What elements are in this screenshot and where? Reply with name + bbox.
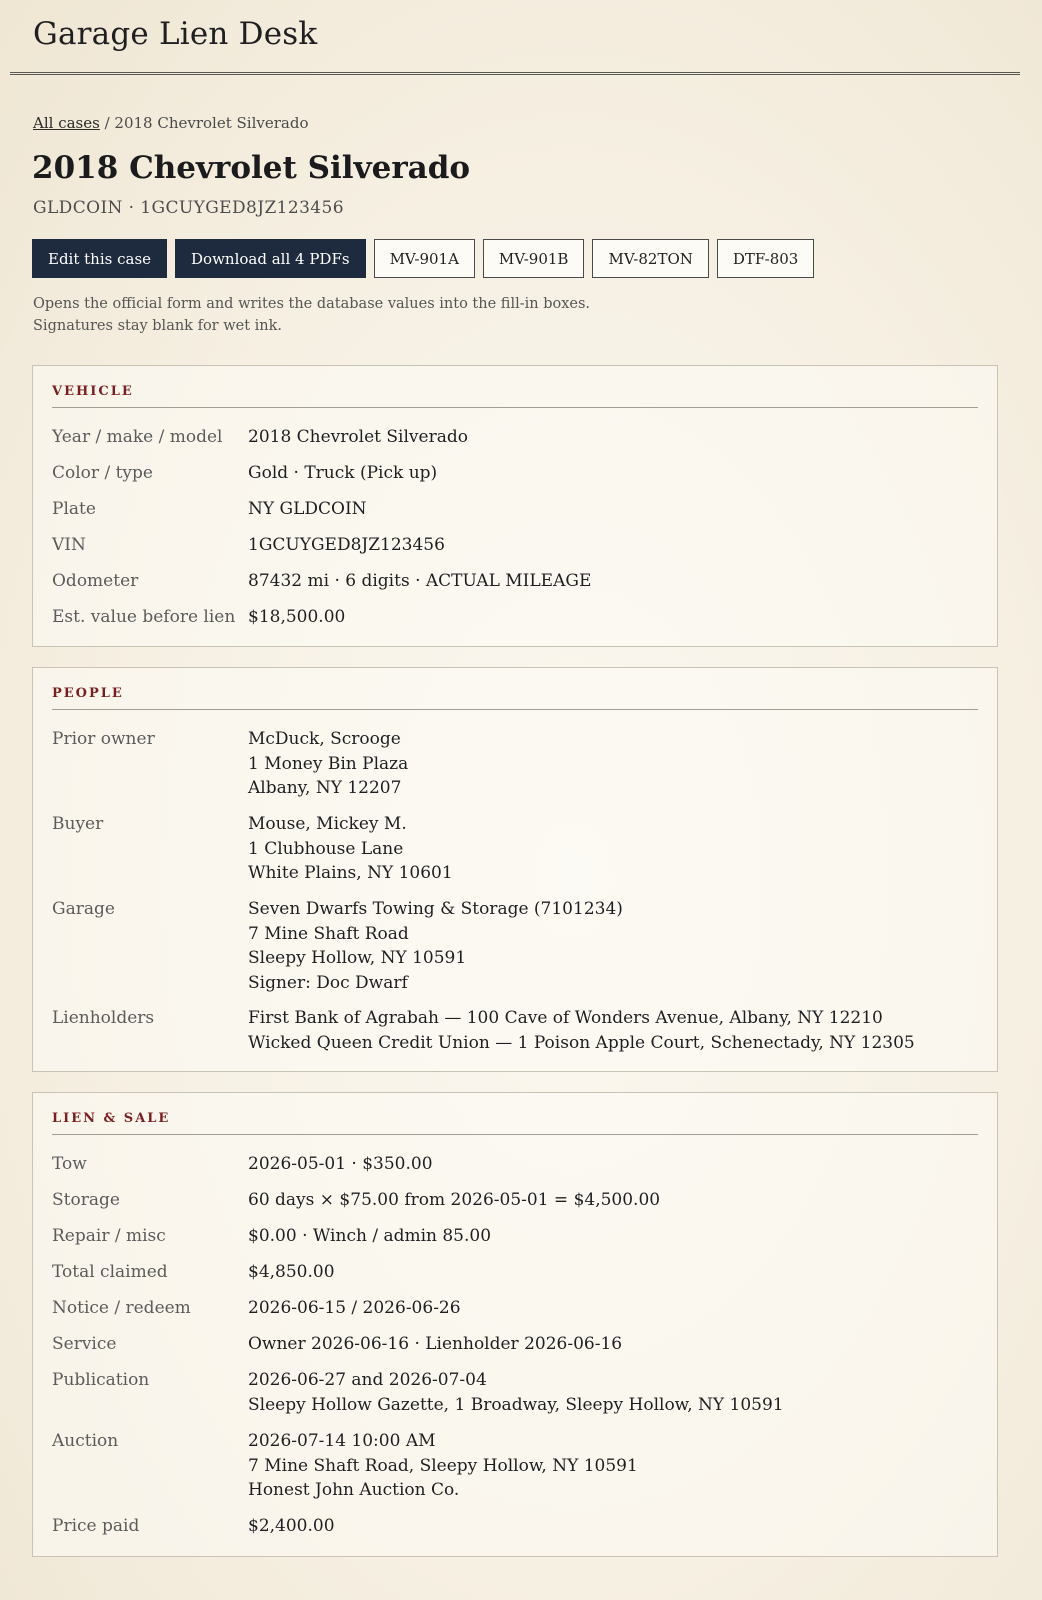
row-value xyxy=(248,1224,491,1249)
value-line: Honest John Auction Co. xyxy=(248,1480,460,1500)
value-line: First Bank of Agrabah — 100 Cave of Wonders Avenue, Albany, NY 12210 xyxy=(248,1008,883,1028)
breadcrumb xyxy=(33,114,308,132)
row-label: Color / type xyxy=(52,463,153,483)
value-line: 60 days × $75.00 from 2026-05-01 = $4,500.00 xyxy=(248,1190,661,1210)
value-line: $0.00 · Winch / admin 85.00 xyxy=(248,1226,492,1246)
row-value xyxy=(248,1152,433,1177)
app-header xyxy=(10,0,1020,75)
value-line: White Plains, NY 10601 xyxy=(248,863,453,883)
form-mv-82ton-button[interactable]: MV-82TON xyxy=(592,239,708,278)
row-label: Tow xyxy=(52,1154,87,1174)
value-line: Wicked Queen Credit Union — 1 Poison Apple Court, Schenectady, NY 12305 xyxy=(248,1032,915,1053)
row-value xyxy=(248,1006,915,1055)
row-value xyxy=(248,497,367,522)
row-label: Lienholders xyxy=(52,1008,155,1028)
value-line: 2018 Chevrolet Silverado xyxy=(248,427,468,447)
download-all-pdfs-button[interactable]: Download all 4 PDFs xyxy=(175,239,366,278)
form-mv-901b-button[interactable]: MV-901B xyxy=(483,239,585,278)
value-line: 7 Mine Shaft Road xyxy=(248,923,409,944)
form-dtf-803-button[interactable]: DTF-803 xyxy=(717,239,814,278)
value-line: Sleepy Hollow Gazette, 1 Broadway, Sleepy Hollow, NY 10591 xyxy=(248,1394,784,1415)
page-title: 2018 Chevrolet Silverado xyxy=(32,150,471,186)
value-line: $2,400.00 xyxy=(248,1516,335,1536)
row-label: Notice / redeem xyxy=(52,1298,191,1318)
row-label: Plate xyxy=(52,499,96,519)
row-label: Total claimed xyxy=(52,1262,168,1282)
row-value xyxy=(248,1332,622,1357)
case-subtitle: GLDCOIN · 1GCUYGED8JZ123456 xyxy=(33,198,344,218)
value-line: 1 Clubhouse Lane xyxy=(248,838,404,859)
row-value xyxy=(248,605,345,630)
row-value xyxy=(248,1429,638,1503)
value-line: $18,500.00 xyxy=(248,607,346,627)
value-line: Albany, NY 12207 xyxy=(248,778,402,798)
row-label: Auction xyxy=(52,1431,119,1451)
vehicle-heading: VEHICLE xyxy=(52,384,134,399)
value-line: 1GCUYGED8JZ123456 xyxy=(248,535,445,555)
value-line: Sleepy Hollow, NY 10591 xyxy=(248,948,467,968)
divider xyxy=(52,1134,978,1135)
row-label: VIN xyxy=(52,535,86,555)
app-title: Garage Lien Desk xyxy=(33,16,318,52)
row-value xyxy=(248,533,445,558)
value-line: 2026-05-01 · $350.00 xyxy=(248,1154,433,1174)
row-label: Odometer xyxy=(52,571,139,591)
divider xyxy=(52,407,978,408)
vehicle-card xyxy=(32,365,998,647)
form-fill-hint: Opens the official form and writes the database values into the fill-in boxes. Signatures stay blank for wet ink. xyxy=(33,296,591,334)
row-label: Buyer xyxy=(52,814,104,834)
row-value xyxy=(248,1260,335,1285)
value-line: Mouse, Mickey M. xyxy=(248,814,407,834)
row-value xyxy=(248,569,591,594)
row-value xyxy=(248,1514,335,1539)
breadcrumb-separator: / xyxy=(99,114,115,132)
row-value xyxy=(248,461,437,486)
value-line: NY GLDCOIN xyxy=(248,499,367,519)
row-value xyxy=(248,727,408,801)
value-line: 87432 mi · 6 digits · ACTUAL MILEAGE xyxy=(248,571,592,591)
row-label: Est. value before lien xyxy=(52,607,236,627)
value-line: McDuck, Scrooge xyxy=(248,729,401,749)
value-line: Seven Dwarfs Towing & Storage (7101234) xyxy=(248,899,623,919)
form-mv-901a-button[interactable]: MV-901A xyxy=(374,239,475,278)
value-line: 2026-07-14 10:00 AM xyxy=(248,1431,436,1451)
value-line: Signer: Doc Dwarf xyxy=(248,972,408,993)
value-line: $4,850.00 xyxy=(248,1262,335,1282)
row-label: Service xyxy=(52,1334,117,1354)
value-line: 7 Mine Shaft Road, Sleepy Hollow, NY 10591 xyxy=(248,1455,638,1476)
row-label: Prior owner xyxy=(52,729,155,749)
row-value xyxy=(248,1296,461,1321)
row-label: Garage xyxy=(52,899,115,919)
row-value xyxy=(248,812,453,886)
row-label: Price paid xyxy=(52,1516,140,1536)
row-value xyxy=(248,1368,784,1417)
action-bar xyxy=(32,239,814,278)
row-label: Repair / misc xyxy=(52,1226,166,1246)
row-value xyxy=(248,1188,660,1213)
value-line: 1 Money Bin Plaza xyxy=(248,753,409,774)
breadcrumb-all-cases-link[interactable]: All cases xyxy=(33,114,100,132)
value-line: Owner 2026-06-16 · Lienholder 2026-06-16 xyxy=(248,1334,623,1354)
value-line: 2026-06-15 / 2026-06-26 xyxy=(248,1298,461,1318)
row-label: Publication xyxy=(52,1370,150,1390)
value-line: Gold · Truck (Pick up) xyxy=(248,463,438,483)
value-line: 2026-06-27 and 2026-07-04 xyxy=(248,1370,487,1390)
breadcrumb-current: 2018 Chevrolet Silverado xyxy=(114,114,309,132)
edit-case-button[interactable]: Edit this case xyxy=(32,239,167,278)
row-value xyxy=(248,425,468,450)
row-value xyxy=(248,897,623,995)
people-heading: PEOPLE xyxy=(52,686,124,701)
divider xyxy=(52,709,978,710)
row-label: Storage xyxy=(52,1190,120,1210)
row-label: Year / make / model xyxy=(52,427,223,447)
people-card xyxy=(32,667,998,1072)
lien-sale-heading: LIEN & SALE xyxy=(52,1111,171,1126)
lien-sale-card xyxy=(32,1092,998,1557)
